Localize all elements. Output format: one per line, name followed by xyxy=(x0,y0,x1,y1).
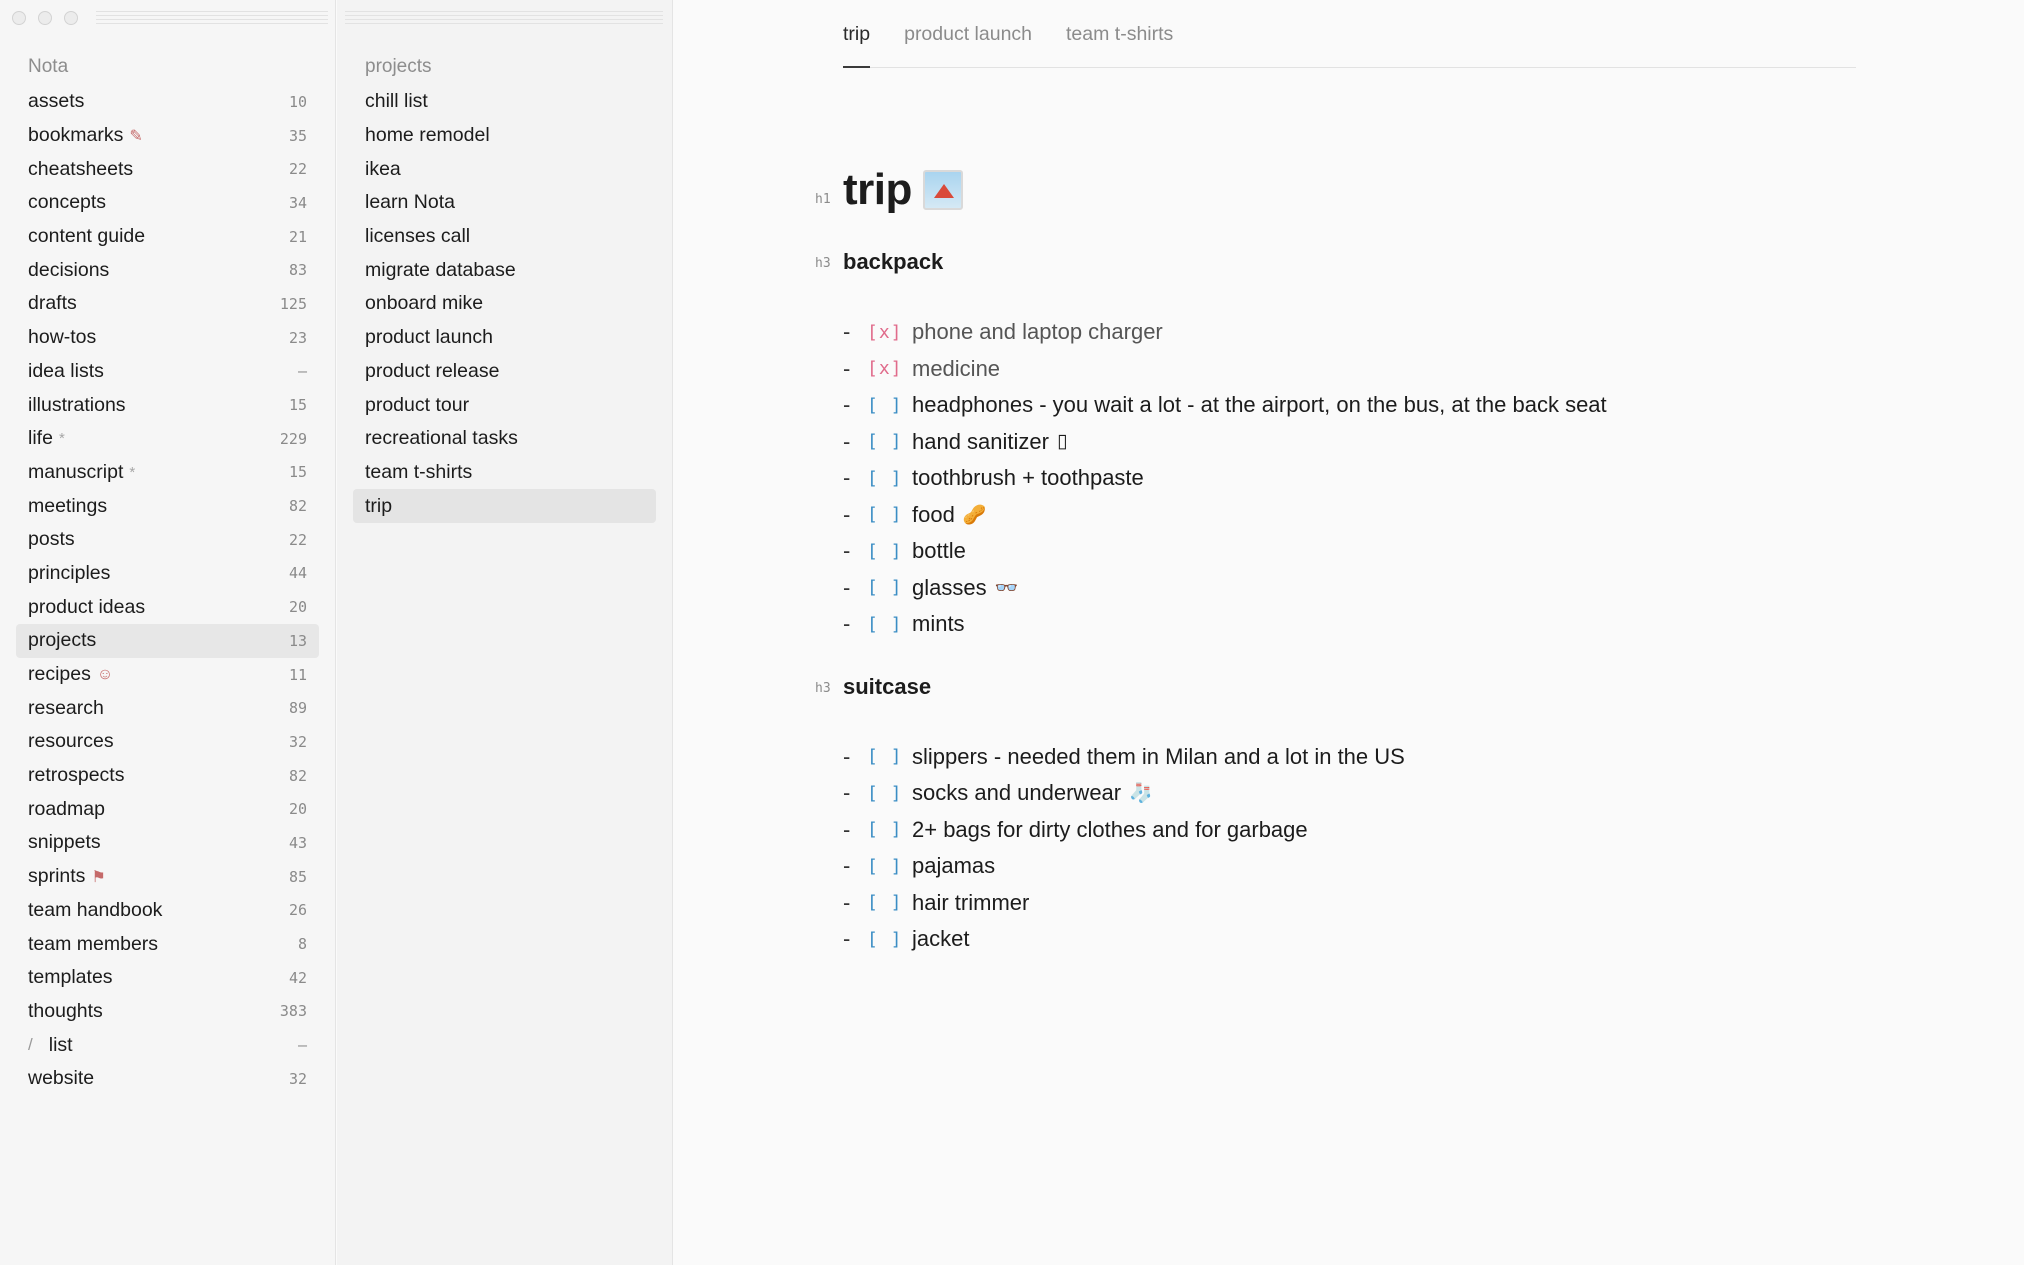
sidebar-item-name xyxy=(28,764,124,787)
sidebar-item-name xyxy=(28,1067,94,1090)
sidebar-item-label: posts xyxy=(28,528,75,551)
list-dash: - xyxy=(843,816,851,842)
note-list-item[interactable]: ikea xyxy=(365,157,401,180)
list-dash: - xyxy=(843,392,851,418)
sidebar-item-name xyxy=(28,831,101,854)
sidebar-item[interactable] xyxy=(16,658,319,692)
sidebar-item[interactable] xyxy=(16,355,319,389)
sidebar-item[interactable] xyxy=(16,253,319,287)
checklist-item[interactable] xyxy=(843,739,1943,776)
h3-marker: h3 xyxy=(815,256,831,271)
notes-list-pane xyxy=(337,0,673,1265)
sidebar-item-count: 82 xyxy=(288,497,307,516)
notes-list xyxy=(353,85,656,523)
list-dash: - xyxy=(843,428,851,454)
sidebar-item-name xyxy=(28,730,114,753)
maximize-window-button[interactable] xyxy=(64,11,78,25)
section-heading-row xyxy=(815,669,1943,705)
sidebar-item-label: life xyxy=(28,427,53,450)
sidebar-item-label: roadmap xyxy=(28,797,105,820)
sidebar-item[interactable] xyxy=(16,119,319,153)
sidebar-item-emoji-icon: ☺ xyxy=(96,665,114,683)
sidebar-item-name xyxy=(28,191,106,214)
sidebar-item[interactable] xyxy=(16,725,319,759)
sidebar-item[interactable] xyxy=(16,1028,319,1062)
sidebar-item-name xyxy=(28,259,109,282)
sidebar-item-name xyxy=(28,663,113,686)
note-list-item[interactable]: product release xyxy=(365,359,500,382)
sidebar-item-count: 15 xyxy=(288,396,307,415)
list-dash: - xyxy=(843,538,851,564)
note-list-item[interactable]: product tour xyxy=(365,393,470,416)
checklist-item[interactable] xyxy=(843,387,1943,424)
sidebar-item-emoji-icon: * xyxy=(129,463,136,481)
sidebar-item-count: 44 xyxy=(288,564,307,583)
sidebar-item-name xyxy=(28,495,107,518)
document[interactable] xyxy=(815,160,1943,958)
sidebar-item[interactable] xyxy=(16,456,319,490)
note-list-item[interactable]: product launch xyxy=(365,326,493,349)
sidebar-item-count: 35 xyxy=(288,126,307,145)
sidebar-item-count: 23 xyxy=(288,328,307,347)
sidebar-item-count: 11 xyxy=(288,665,307,684)
task-checkbox[interactable]: [ ] xyxy=(867,855,903,877)
sidebar-item-count: 22 xyxy=(288,160,307,179)
sidebar-item-name xyxy=(28,629,96,652)
task-text[interactable]: headphones - you wait a lot - at the airport, on the bus, at the back seat xyxy=(912,392,1607,418)
checklist-item[interactable] xyxy=(843,812,1943,849)
list-dash: - xyxy=(843,319,851,345)
sidebar-item[interactable] xyxy=(16,489,319,523)
document-section xyxy=(815,244,1943,643)
sidebar-item-count: 10 xyxy=(288,92,307,111)
note-list-item[interactable]: chill list xyxy=(365,90,428,113)
checklist-item[interactable] xyxy=(843,460,1943,497)
sidebar-item-count: 85 xyxy=(288,867,307,886)
h3-marker: h3 xyxy=(815,680,831,696)
minimize-window-button[interactable] xyxy=(38,11,52,25)
task-checkbox[interactable]: [ ] xyxy=(867,892,903,914)
task-checkbox[interactable]: [ ] xyxy=(867,613,903,635)
sidebar-item-count: 32 xyxy=(288,732,307,751)
sidebar-item[interactable] xyxy=(16,220,319,254)
sidebar-item[interactable] xyxy=(16,388,319,422)
sidebar-item-name xyxy=(28,596,145,619)
tab-item[interactable]: trip xyxy=(843,0,870,67)
sidebar-item-name xyxy=(28,292,77,315)
note-list-item[interactable]: onboard mike xyxy=(365,292,484,315)
sidebar-item[interactable] xyxy=(16,894,319,928)
list-dash: - xyxy=(843,889,851,915)
sidebar-item[interactable] xyxy=(16,422,319,456)
sidebar-item-count: 34 xyxy=(288,193,307,212)
task-checkbox[interactable]: [ ] xyxy=(867,467,903,489)
task-checkbox[interactable]: [ ] xyxy=(867,577,903,599)
list-dash: - xyxy=(843,465,851,491)
checklist-item[interactable] xyxy=(843,921,1943,958)
checklist-item[interactable] xyxy=(843,885,1943,922)
list-dash: - xyxy=(843,611,851,637)
sidebar-item[interactable] xyxy=(16,287,319,321)
checklist-item[interactable] xyxy=(843,848,1943,885)
note-list-item[interactable]: team t-shirts xyxy=(365,460,473,483)
sidebar-item-label: concepts xyxy=(28,191,107,214)
sidebar-item-label: projects xyxy=(28,629,97,652)
sidebar-item[interactable] xyxy=(16,927,319,961)
task-emoji-icon: ▯ xyxy=(1056,431,1068,453)
sidebar-item-label: drafts xyxy=(28,292,77,315)
titlebar-drag-area[interactable] xyxy=(345,11,663,25)
task-text[interactable]: bottle xyxy=(912,538,966,564)
sidebar-item-label: product ideas xyxy=(28,595,146,618)
document-title-row xyxy=(815,160,1943,220)
sidebar-header: Nota xyxy=(28,56,69,77)
sidebar-item-name xyxy=(28,899,162,922)
close-window-button[interactable] xyxy=(12,11,26,25)
sidebar-item[interactable] xyxy=(16,321,319,355)
sidebar-item-count: 22 xyxy=(288,530,307,549)
task-checkbox[interactable]: [ ] xyxy=(867,782,903,804)
sidebar-item-label: decisions xyxy=(28,258,110,281)
sidebar-item-emoji-icon: * xyxy=(58,430,65,448)
sidebar-item-name xyxy=(28,1000,103,1023)
task-checkbox[interactable]: [x] xyxy=(867,358,903,380)
checklist-item[interactable] xyxy=(843,497,1943,534)
sidebar-item-count: 42 xyxy=(288,968,307,987)
list-dash: - xyxy=(843,780,851,806)
document-sections xyxy=(815,244,1943,958)
sidebar-item-count: 83 xyxy=(288,261,307,280)
sidebar-item-name xyxy=(28,697,104,720)
sidebar-item-count: 229 xyxy=(279,429,307,448)
sidebar-item-name xyxy=(28,394,126,417)
document-section xyxy=(815,669,1943,958)
sidebar-item-label: principles xyxy=(28,561,111,584)
task-checkbox[interactable]: [ ] xyxy=(867,394,903,416)
editor-pane xyxy=(674,0,2024,1265)
sidebar-item-count: 125 xyxy=(279,294,307,313)
sidebar-item-prefix: / xyxy=(28,1035,33,1055)
task-text[interactable]: mints xyxy=(912,611,965,637)
task-emoji-icon: 👓 xyxy=(994,577,1019,599)
sidebar-item-label: website xyxy=(28,1067,95,1090)
note-list-item[interactable]: recreational tasks xyxy=(365,427,518,450)
task-text[interactable]: 2+ bags for dirty clothes and for garbage xyxy=(912,816,1308,842)
task-checkbox[interactable]: [ ] xyxy=(867,819,903,841)
sidebar-item[interactable] xyxy=(16,557,319,591)
sidebar-item-label: sprints xyxy=(28,865,86,888)
sidebar-item-emoji-icon: ✎ xyxy=(129,127,143,145)
task-text[interactable]: jacket xyxy=(912,926,970,952)
note-list-item[interactable]: home remodel xyxy=(365,124,490,147)
sidebar-item-name xyxy=(28,798,105,821)
sidebar-item-label: cheatsheets xyxy=(28,157,134,180)
sidebar-item-label: templates xyxy=(28,966,113,989)
task-text[interactable]: socks and underwear xyxy=(912,780,1122,806)
sidebar-item[interactable] xyxy=(16,624,319,658)
sidebar-item[interactable] xyxy=(16,826,319,860)
checklist-item[interactable] xyxy=(843,424,1943,461)
section-heading[interactable]: suitcase xyxy=(843,673,932,699)
list-dash: - xyxy=(843,743,851,769)
tab-item[interactable]: product launch xyxy=(904,23,1033,45)
task-checkbox[interactable]: [x] xyxy=(867,321,903,343)
task-text[interactable]: food xyxy=(912,501,955,527)
titlebar-drag-area[interactable] xyxy=(96,11,328,25)
sidebar-item-name xyxy=(28,427,65,450)
task-checkbox[interactable]: [ ] xyxy=(867,431,903,453)
list-dash: - xyxy=(843,853,851,879)
sidebar-item-name xyxy=(28,225,145,248)
task-text[interactable]: glasses xyxy=(912,574,987,600)
checklist-item[interactable] xyxy=(843,775,1943,812)
sidebar-item[interactable] xyxy=(16,792,319,826)
sidebar-item[interactable] xyxy=(16,691,319,725)
checklist-item[interactable] xyxy=(843,351,1943,388)
task-checkbox[interactable]: [ ] xyxy=(867,746,903,768)
folders-sidebar xyxy=(0,0,336,1265)
sidebar-item-count: 43 xyxy=(288,833,307,852)
task-text[interactable]: phone and laptop charger xyxy=(912,319,1163,345)
window-controls xyxy=(12,11,78,25)
task-emoji-icon: 🥜 xyxy=(962,504,987,526)
note-list-item[interactable]: migrate database xyxy=(365,258,516,281)
sidebar-item-label: list xyxy=(48,1033,73,1056)
sidebar-item-emoji-icon: ⚑ xyxy=(91,868,106,886)
sidebar-item-name xyxy=(28,562,110,585)
sidebar-item-label: research xyxy=(28,696,104,719)
sidebar-item-count: 8 xyxy=(297,935,307,954)
sidebar-item-label: team members xyxy=(28,932,159,955)
task-checkbox[interactable]: [ ] xyxy=(867,540,903,562)
checklist xyxy=(843,739,1943,958)
sidebar-item-count: 26 xyxy=(288,901,307,920)
sidebar-item-count: 32 xyxy=(288,1069,307,1088)
sidebar-item-name xyxy=(28,933,158,956)
sidebar-item[interactable] xyxy=(16,152,319,186)
sidebar-item-label: manuscript xyxy=(28,460,124,483)
sidebar-item-label: how-tos xyxy=(28,326,97,349)
sidebar-item-label: retrospects xyxy=(28,764,125,787)
sidebar-item-label: bookmarks xyxy=(28,124,124,147)
sidebar-item-count: 13 xyxy=(288,631,307,650)
photo-icon xyxy=(923,170,963,210)
sidebar-item-count: — xyxy=(297,1036,307,1055)
checklist-item[interactable] xyxy=(843,314,1943,351)
sidebar-item-name xyxy=(28,158,133,181)
sidebar-item[interactable] xyxy=(16,590,319,624)
sidebar-item-count: 383 xyxy=(279,1002,307,1021)
sidebar-item-name xyxy=(28,124,143,147)
sidebar-item-count: — xyxy=(297,362,307,381)
task-text[interactable]: pajamas xyxy=(912,853,996,879)
sidebar-item[interactable] xyxy=(16,995,319,1029)
sidebar-item[interactable] xyxy=(16,85,319,119)
sidebar-item-label: recipes xyxy=(28,663,91,686)
sidebar-item-count: 82 xyxy=(288,766,307,785)
sidebar-item[interactable] xyxy=(16,961,319,995)
sidebar-item-name xyxy=(28,966,113,989)
checklist xyxy=(843,314,1943,643)
folder-list xyxy=(16,85,319,1096)
sidebar-item-label: team handbook xyxy=(28,898,163,921)
sidebar-item-label: idea lists xyxy=(28,359,104,382)
task-text[interactable]: toothbrush + toothpaste xyxy=(912,465,1144,491)
sidebar-item[interactable] xyxy=(16,1062,319,1096)
sidebar-item-count: 20 xyxy=(288,598,307,617)
sidebar-item-label: illustrations xyxy=(28,393,126,416)
sidebar-item-count: 15 xyxy=(288,463,307,482)
checklist-item[interactable] xyxy=(843,606,1943,643)
document-title[interactable]: trip xyxy=(843,165,912,214)
task-text[interactable]: hand sanitizer xyxy=(912,428,1049,454)
tab-bar xyxy=(843,0,1856,68)
notes-list-header: projects xyxy=(365,56,432,77)
sidebar-item-label: assets xyxy=(28,90,85,113)
sidebar-item-name xyxy=(28,326,96,349)
sidebar-item-label: meetings xyxy=(28,494,108,517)
sidebar-item-name xyxy=(28,461,135,484)
task-text[interactable]: medicine xyxy=(912,355,1001,381)
sidebar-item-name xyxy=(28,360,104,383)
task-checkbox[interactable]: [ ] xyxy=(867,928,903,950)
sidebar-item[interactable] xyxy=(16,759,319,793)
section-heading-row xyxy=(815,244,1943,280)
list-dash: - xyxy=(843,574,851,600)
sidebar-item[interactable] xyxy=(16,186,319,220)
sidebar-item-name xyxy=(28,90,84,113)
sidebar-item[interactable] xyxy=(16,523,319,557)
list-dash: - xyxy=(843,355,851,381)
sidebar-item-count: 89 xyxy=(288,699,307,718)
list-dash: - xyxy=(843,926,851,952)
tab-item[interactable]: team t-shirts xyxy=(1066,23,1174,45)
list-dash: - xyxy=(843,501,851,527)
note-list-item[interactable]: licenses call xyxy=(365,225,471,248)
sidebar-item-label: snippets xyxy=(28,831,101,854)
sidebar-item-name xyxy=(28,865,106,888)
sidebar-item-label: content guide xyxy=(28,225,146,248)
note-list-item[interactable]: trip xyxy=(353,489,656,523)
sidebar-item[interactable] xyxy=(16,860,319,894)
sidebar-item-label: thoughts xyxy=(28,999,103,1022)
sidebar-item-name xyxy=(28,1034,73,1057)
sidebar-item-count: 21 xyxy=(288,227,307,246)
h1-marker: h1 xyxy=(815,192,831,207)
note-list-item[interactable]: learn Nota xyxy=(365,191,455,214)
task-checkbox[interactable]: [ ] xyxy=(867,504,903,526)
task-emoji-icon: 🧦 xyxy=(1129,783,1153,805)
sidebar-item-label: resources xyxy=(28,730,114,753)
checklist-item[interactable] xyxy=(843,533,1943,570)
checklist-item[interactable] xyxy=(843,570,1943,607)
task-text[interactable]: slippers - needed them in Milan and a lot in the US xyxy=(912,743,1405,769)
task-text[interactable]: hair trimmer xyxy=(912,889,1030,915)
sidebar-item-count: 20 xyxy=(288,800,307,819)
sidebar-item-name xyxy=(28,528,75,551)
section-heading[interactable]: backpack xyxy=(843,249,944,274)
